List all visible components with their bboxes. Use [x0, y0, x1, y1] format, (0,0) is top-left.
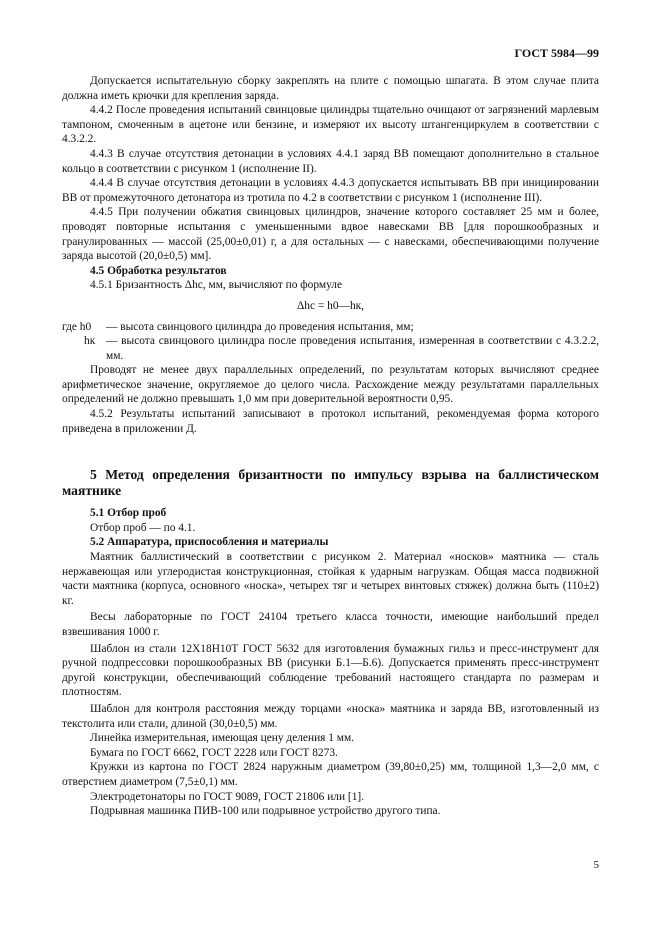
paragraph: Маятник баллистический в соответствии с рисунком 2. Материал «носков» маятника — сталь нержавеющая или углеродистая конструкционная, стойкая к ударным нагрузкам. Общая масса подвижной части маятника (корпуса, основного «носка», четырех тяг и четырех винтовых стяжек) должна быть (110±2) кг. [62, 551, 599, 607]
paragraph: 4.4.3 В случае отсутствия детонации в условиях 4.4.1 заряд ВВ помещают дополнительно в стальное кольцо в соответствии с рисунком 1 (исполнение II). [62, 147, 599, 175]
formula-legend-item [62, 320, 599, 335]
paragraph: Бумага по ГОСТ 6662, ГОСТ 2228 или ГОСТ 8273. [90, 746, 338, 759]
page-content [62, 74, 599, 819]
paragraph: Линейка измерительная, имеющая цену деления 1 мм. [90, 732, 355, 745]
paragraph: 4.4.4 В случае отсутствия детонации в условиях 4.4.3 допускается испытывать ВВ при инициировании ВВ от промежуточного детонатора из тротила по 4.2 в соответствии с рисунком 1 (исполнение III). [62, 177, 599, 204]
subsection-heading: 4.5 Обработка результатов [90, 264, 227, 277]
paragraph: Шаблон из стали 12Х18Н10Т ГОСТ 5632 для изготовления бумажных гильз и пресс-инструмент для ручной подпрессовки порошкообразных ВВ (рисунки Б.1—Б.6). Допускается применять пресс-инструмент другой конструкции, обеспечивающий соблюдение требований настоящего стандарта по размерам и плотностям. [62, 642, 599, 699]
paragraph: 4.5.2 Результаты испытаний записывают в протокол испытаний, рекомендуемая форма которого приведена в приложении Д. [62, 408, 599, 435]
paragraph: Весы лабораторные по ГОСТ 24104 третьего класса точности, имеющие наибольший предел взвешивания 1000 г. [62, 611, 599, 638]
paragraph: Проводят не менее двух параллельных определений, по результатам которых вычисляют среднее арифметическое значение, округляемое до целого числа. Расхождение между результатами параллельных определений не должно превышать 1,0 мм при доверительной вероятности 0,95. [62, 364, 599, 406]
legend-symbol: hк [84, 335, 96, 348]
legend-symbol: где h0 [62, 320, 92, 333]
document-header: ГОСТ 5984—99 [514, 46, 599, 60]
paragraph: Электродетонаторы по ГОСТ 9089, ГОСТ 21806 или [1]. [90, 790, 365, 803]
formula-legend-item [62, 334, 599, 363]
section-heading: 5 Метод определения бризантности по импульсу взрыва на баллистическом маятнике [62, 467, 599, 499]
paragraph: Кружки из картона по ГОСТ 2824 наружным диаметром (39,80±0,25) мм, толщиной 1,3—2,0 мм, с отверстием диаметром (7,5±0,1) мм. [62, 761, 599, 788]
paragraph: Отбор проб — по 4.1. [90, 521, 196, 534]
legend-text: — высота свинцового цилиндра до проведения испытания, мм; [106, 320, 414, 333]
formula: Δhc = h0—hк, [296, 299, 365, 312]
paragraph: 4.4.5 При получении обжатия свинцовых цилиндров, значение которого составляет 25 мм и более, проводят повторные испытания с уменьшенными вдвое навесками ВВ [для порошкообразных и гранулированных — массой (25,00±0,01) г, а для остальных — с навесками, обеспечивающими получение заряда высотой (20,0±0,5) мм]. [62, 206, 599, 263]
subsection-heading: 5.1 Отбор проб [90, 507, 167, 520]
paragraph: 4.5.1 Бризантность Δhc, мм, вычисляют по формуле [90, 279, 343, 292]
paragraph: Шаблон для контроля расстояния между торцами «носка» маятника и заряда ВВ, изготовленный из текстолита или стали, длиной (30,0±0,5) мм. [62, 702, 599, 730]
page-number: 5 [593, 859, 599, 871]
legend-text: — высота свинцового цилиндра после проведения испытания, измеренная в соответствии с 4.3.2.2, мм. [106, 335, 599, 362]
paragraph: Допускается испытательную сборку закреплять на плите с помощью шпагата. В этом случае плита должна иметь крючки для крепления заряда. [62, 75, 599, 102]
paragraph: 4.4.2 После проведения испытаний свинцовые цилиндры тщательно очищают от загрязнений марлевым тампоном, смоченным в ацетоне или бензине, и измеряют их высоту штангенциркулем в соответствии с 4.3.2.2. [62, 104, 599, 146]
paragraph: Подрывная машинка ПИВ-100 или подрывное устройство другого типа. [90, 805, 441, 818]
subsection-heading: 5.2 Аппаратура, приспособления и материалы [90, 536, 329, 549]
